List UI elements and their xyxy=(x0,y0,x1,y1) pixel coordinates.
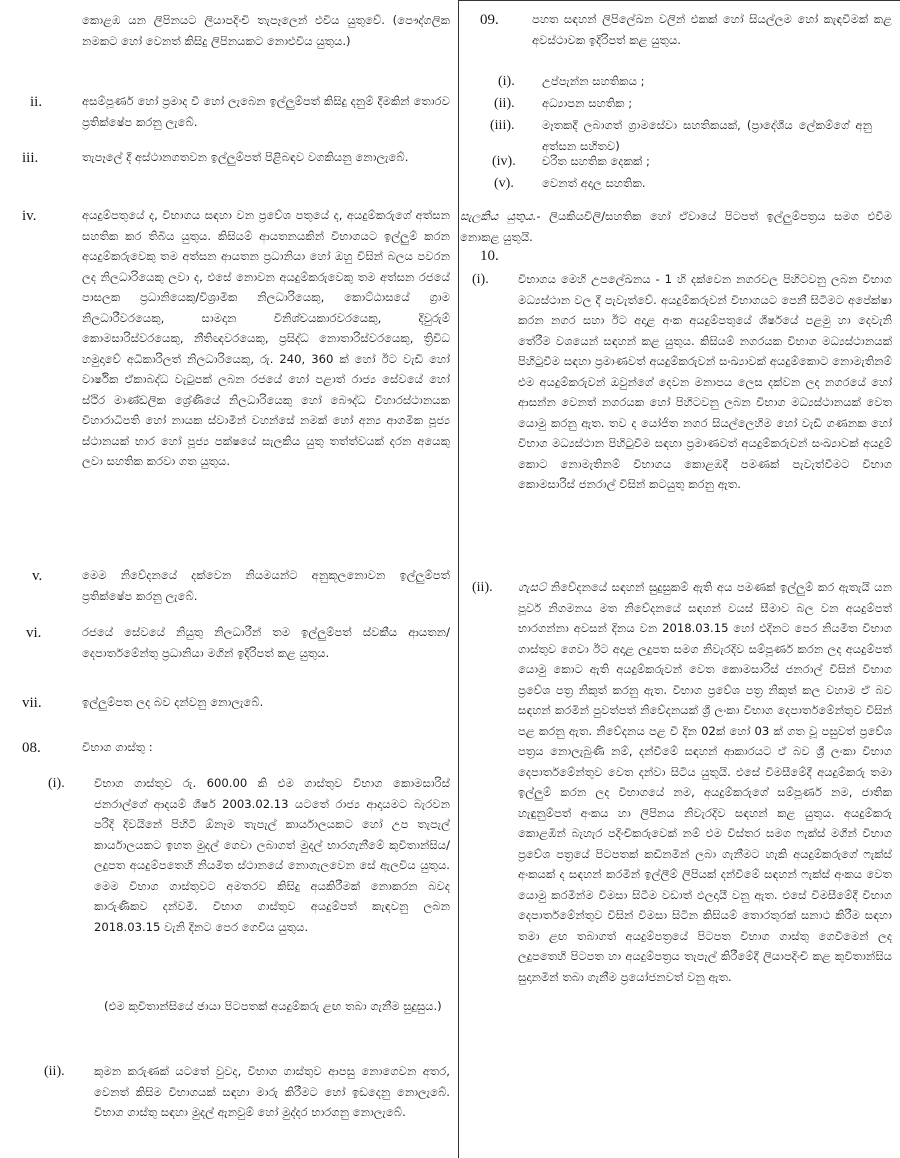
list-item: චරිත සහතික දෙකක් ; xyxy=(542,154,650,168)
note-text: ලියකියවිලි/සහතික හෝ ඒවායේ පිටපත් ඉල්ලුම්පත්‍රය සමග එවීම නොකළ යුතුයි. xyxy=(460,209,892,244)
item-number: ii. xyxy=(30,94,43,110)
section-number: 09. xyxy=(480,12,499,28)
list-item: අධ්‍යාපන සහතික ; xyxy=(542,96,633,110)
right-column xyxy=(458,0,900,1158)
note-label: සැලකිය යුතුය.- xyxy=(460,209,541,223)
section-number: 10. xyxy=(480,248,499,264)
note-paragraph xyxy=(460,206,892,247)
section-number: 08. xyxy=(22,740,41,756)
item-number: iii. xyxy=(22,150,39,166)
list-number: (i). xyxy=(498,74,515,89)
list-item: මෑතකදී ලබාගත් ග්‍රාමසේවා සහතිකයක්, (ප්‍රාදේශීය ලේකම්ගේ අනු අත්සන සහිතව) xyxy=(542,118,872,153)
list-number: (iv). xyxy=(492,154,516,169)
list-item: වෙනත් අදාල සහතික. xyxy=(542,176,646,190)
item-text: ඉල්ලුම්පත ලද බව දන්වනු නොලැබේ. xyxy=(82,695,264,709)
subitem-text: විභාග ගාස්තුව රු. 600.00 කි එම ගාස්තුව විභාග කොමසාරිස් ජනරාල්ගේ ආදයම් ශීර්ෂ 2003.02.13 යටතේ රාජ්‍ය ආදායමට බැරවන පරිදි දිවයිනේ පිහිටි ඕනෑම තැපැල් කාර්යාලයකට හෝ උප තැපැල් කාර්යාලයකට ඉහත මුදල් ගෙවා ලබාගත් මුදල් භාරගැනීමේ කුවිතාන්සිය/ලදුපත අයදුම්පතෙහි නියමිත ස්ථානයේ නොගැලවෙන සේ ඇලවිය යුතුය. මෙම විභාග ගාස්තුවට අමතරව කිසිදු අයකිරීමක් නොකරන බවද කාරුණිකව දන්වමි. විභාග ගාස්තුව අයදුම්පත් කැඳවනු ලබන 2018.03.15 වැනි දිනට පෙර ගෙවිය යුතුය. xyxy=(94,776,450,934)
item-text: අසම්පූර්ණ හෝ ප්‍රමාද වී හෝ ලැබෙන ඉල්ලුම්පත් කිසිදු දනුම් දීමකින් තොරව ප්‍රතික්ෂේප කරනු ලැබේ. xyxy=(82,94,450,129)
subitem-number: (i). xyxy=(48,776,65,791)
item-number: v. xyxy=(32,568,43,584)
subitem-note: (එම කුවිතාන්සියේ ඡායා පිටපතක් අයදුම්කරු ළඟ තබා ගැනීම සුදුසුය.) xyxy=(104,999,442,1013)
subitem-number: (i). xyxy=(472,272,489,287)
item-text: අයදුම්පතුයේ ද, විභාගය සඳහා වන ප්‍රවේශ පතුයේ ද, අයදුම්කරුගේ අත්සන සහතික කර තිබිය යුතුය. කිසියම් ආයතනයකින් විභාගයට ඉල්ලුම් කරන අයදුම්කරුවෙකු තම අත්සන ආයතන ප්‍රධානියා හෝ ඔහු විසින් බලය පවරන ලද නිලධාරියෙකු ලවා ද, එසේ නොවන අයදුම්කරුවෙකු තම අත්සන රජයේ පාසලක ප්‍රධානියෙකු/විශ්‍රාමික නිලධාරියෙකු, කොට්ඨාසයේ ග්‍රාම නිලධාරීවරයෙකු, සාමදාන විනිශ්චයකාරවරයෙකු, දිවුරුම් කොමසාරිස්වරයෙකු, නීතිඥවරයෙකු, ප්‍රසිද්ධ නොතාරිස්වරයෙකු, ත්‍රිවිධ හමුදාවේ අධිකාරිලත් නිලධාරියෙකු, රු. 240, 360 ක් හෝ ඊට වැඩි හෝ වාර්ෂික ඒකාබද්ධ වැටුපක් ලබන රජයේ හෝ පළාත් රාජ්‍ය සේවයේ හෝ ස්ථිර මාණ්ඩලික ශ්‍රේණියේ නිලධාරියෙකු හෝ බෞද්ධ විහාරස්ථානයක විහාරාධිපති හෝ නායක ස්වාමීන් වහන්සේ නමක් හෝ අන්‍ය ආගමික පූජ්‍ය ස්ථානයක් භාර හෝ පූජ්‍ය පක්ෂයේ සැලකිය යුතු තත්ත්වයක් දරන අයෙකු ලවා සහතික කරවා ගත යුතුය. xyxy=(82,208,450,468)
item-number: iv. xyxy=(22,208,37,224)
subitem-text xyxy=(518,577,892,987)
item-text: තැපෑලේ දී අස්ථානගතවන ඉල්ලුම්පත් පිළිබඳව වගකියනු නොලැබේ. xyxy=(82,150,409,164)
subitem-text: විභාගය මෙහි උපලේඛනය - 1 හි දක්වෙන නගරවල පිහිටවනු ලබන විභාග මධ්‍යස්ථාන වල දී පැවැත්වේ. අයදුම්කරුවන් විභාගයට පෙනී සිටීමට අපේක්ෂා කරන නගර සහා ඊට අදාළ අංක අයදුම්පතුයේ ශීර්ෂයේ පළමු හා දෙවැනි තේරීම වශයෙන් සඳහන් කළ යුතුය. කිසියම් නගරයක විභාග මධ්‍යස්ථානයක් පිහිටුවීම සඳහා ප්‍රමාණවත් අයදුම්කරුවන් සංඛ්‍යාවක් අයදුම්කොට නොමැතිනම් එම අයදුම්කරුවන් ඔවුන්ගේ දෙවන මනාපය ලෙස දක්වන ලද නගරයේ හෝ ආසන්න වෙනත් නගරයක හෝ පිහිටවනු ලබන විභාග මධ්‍යස්ථානයක් වෙත යොමු කරනු ඇත. තව ද යෝජිත නගර සියල්ලෙහිම හෝ වැඩි ගණනක හෝ විභාග මධ්‍යස්ථාන පිහිටුවීම සඳහා ප්‍රමාණවත් අයදුම්කරුවන් සංඛ්‍යාවක් අයදුම් කොට නොමැතිනම් විභාගය කොළඹදී පමණක් පැවැත්වීමට විභාග කොමසාරිස් ජනරාල් විසින් කටයුතු කරනු ඇත. xyxy=(518,272,892,491)
item-text: මෙම නිවේදනයේ දක්වෙන නියමයන්ට අනුකූලනොවන ඉල්ලුම්පත් ප්‍රතික්ෂේප කරනු ලැබේ. xyxy=(82,568,450,603)
subitem-number: (ii). xyxy=(472,580,493,595)
list-number: (iii). xyxy=(490,118,515,133)
subitem-number: (ii). xyxy=(44,1064,65,1079)
list-number: (ii). xyxy=(494,96,515,111)
list-number: (v). xyxy=(494,176,514,191)
paragraph-continuation: කොළඹ යන ලිපිනයට ලියාපදිංචි තැපෑලෙන් එවිය යුතුවේ. (පෞද්ගලික නමකට හෝ වෙනත් කිසිදු ලිපිනයකට නොඑවිය යුතුය.) xyxy=(82,13,450,48)
item-text: රජයේ සේවයේ නියුතු නිලධාරීන් තම ඉල්ලුම්පත් ස්වකීය ආයතන/දෙපාර්තමේන්තු ප්‍රධානියා මගින් ඉදිරිපත් කළ යුතුය. xyxy=(82,625,450,660)
item-number: vi. xyxy=(26,625,42,641)
item-number: vii. xyxy=(22,695,42,711)
section-text: පහත සඳහන් ලිපිලේඛන වලින් එකක් හෝ සියල්ලම හෝ කැඳවීමක් කළ අවස්ථාවක ඉදිරිපත් කළ යුතුය. xyxy=(532,12,892,47)
subitem-text: කුමන කරුණක් යටතේ වුවද, විභාග ගාස්තුව ආපසු නොගෙවන අතර, වෙනත් කිසිම විභාගයක් සඳහා මාරු කිරීමට හෝ ඉඩදෙනු නොලැබේ. විභාග ගාස්තු සඳහා මුදල් ඇනවුම් හෝ මුද්දර භාරගනු නොලැබේ. xyxy=(94,1064,450,1119)
subitem-body: නිවේදනයේ සඳහන් සුදුසුකම් ඇති අය පමණක් ඉල්ලුම් කර ඇතැයි යන පූර්ව නිගමනය මත නිවේදනයේ සඳහන් වයස් සීමාව බල වන අයදුම්පත් භාරගන්නා අවසන් දිනය වන 2018.03.15 හෝ එදිනට පෙර නියමිත විභාග ගාස්තුව ගෙවා ඊට අදාළ ලදුපත සමග නිවැරදිව සම්පූර්ණ කරන ලද අයදුම්පත් යොමු කොට ඇති අයදුම්කරුවන් වෙත කොමසාරිස් ජනරාල් විසින් විභාග ප්‍රවේශ පත්‍ර නිකුත් කරනු ඇත. විභාග ප්‍රවේශ පත්‍ර නිකුත් කල වහාම ඒ බව සඳහන් කරමින් පුවත්පත් නිවේදනයක් ශ්‍රී ලංකා විභාග දෙපාර්තමේන්තුව විසින් පළ කරනු ඇත. නිවේදනය පළ වී දින 02ක් හෝ 03 ක් ගත වූ පසුවත් ප්‍රවේශ පත්‍රය නොලැබුණි නම්, දන්වීමේ සඳහන් ආකාරයට ඒ බව ශ්‍රී ලංකා විභාග දෙපාර්තමේන්තුව වෙත දන්වා සිටිය යුතුයි. එසේ විමසීමේදී අයදුම්කරු තමා ඉල්ලුම් කරන ලද විභාගයේ නම, අයදුම්කරුගේ සම්පූර්ණ නම, ජාතික හැඳුනුම්පත් අංකය හා ලිපිනය නිවැරදිව සඳහන් කළ යුතුය. අයදුම්කරු කොළඹින් බැහැර පදිංචිකරුවෙක් නම් එම විස්තර සමග ෆැක්ස් මගින් විභාග ප්‍රවේශ පත්‍රයේ පිටපතක් කඩිනමින් ලබා ගැනීමට හැකි අයදුම්කරුගේ ෆැක්ස් අංකයක් ද සඳහන් කරමින් ඉල්ලීම් ලිපියක් දන්වීමේ සඳහන් ෆැක්ස් අංකය වෙත යොමු කරමින්ම විමසා සිටීම වඩාත් ඵලදායී වනු ඇත. එසේ විමසීමේදී විභාග දෙපාර්තමේන්තුව විසින් විමසා සිටින කිසියම් තොරතුරක් සනාථ කිරීම සඳහා තමා ළඟ තබාගත් අයදුම්පත්‍රයේ පිටපත විභාග ගාස්තු ගෙවීමෙන් ලද ලදුපතෙහි පිටපත හා අයදුම්පත්‍රය තැපැල් කිරීමේදී ලියාපදිංචි කළ කුවිතාන්සිය සුදානමින් තබා ගැනීම ප්‍රයෝජනවත් වනු ඇත. xyxy=(518,580,892,984)
gazette-word: ගැසට් xyxy=(518,580,547,594)
section-heading: විභාග ගාස්තු : xyxy=(82,740,153,754)
list-item: උප්පැන්න සහතිකය ; xyxy=(542,74,645,88)
